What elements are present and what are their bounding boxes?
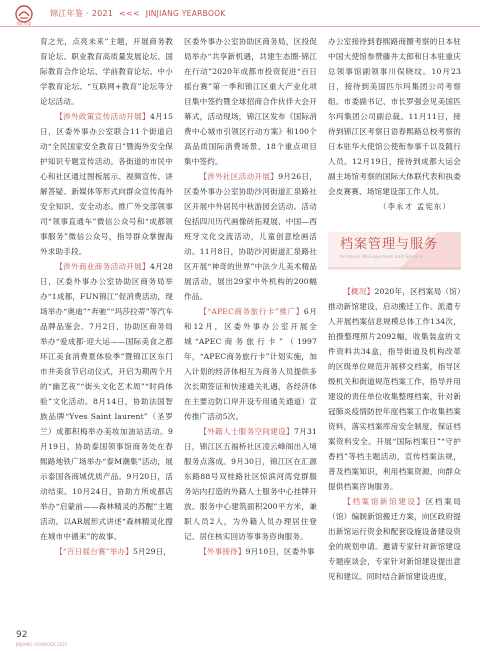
section-heading: 【涉外政策宣传活动开展】 — [55, 112, 150, 121]
header-separator: <<< — [118, 9, 140, 18]
text-column-2 — [184, 34, 317, 559]
paragraph-text: 6月和12月，区委外事办公室开展全城“APEC商务旅行卡”（1997年，“APEC商务旅行卡”计划实施，加入计划的经济体相互为商务人员提供多次长期签证和快速通关礼遇，各经济体在主要边防口岸开设专用通关通道）宣传推广活动5次。 — [184, 307, 317, 421]
paragraph — [328, 34, 461, 199]
paragraph-text: 9月10日，区委外事 — [245, 547, 315, 556]
paragraph-text: 办公室接待到春熙路商圈考察的日本驻中国大使馆参赞藤井太郎和日本驻重庆总领事馆副领事川俣晓纹。10月23日，接待到美国匹尔玛集团公司考察组。市委副书记、市长罗强会见美国匹尔玛集团公司副总裁。11月11日，接待到锦江区考察日语春熙路总校考察的日本驻华大使馆公使衔参事千以及随行人员。12月19日，接待到成都大运会副主场馆考察的国际大体联代表和执委会皮赛赛、场馆建设部工作人员。 — [328, 37, 461, 196]
section-banner — [328, 228, 461, 274]
page-number: 92 — [16, 630, 28, 640]
section-heading: 【“百日摇台赛”举办】 — [55, 547, 133, 556]
paragraph — [40, 544, 173, 559]
paragraph-text: 4月15日，区委外事办公室联合11个街道启动“全民国家安全教育日”暨海外安全保护知识专题宣传活动。各街道的市民中心和社区通过图板展示、视频宣传、讲解答疑、新媒体等形式向群众宣传海外安全知识、安全动态。推广外交部领事司“领事直通车”微信公众号和“成都领事服务”微信公众号，指导群众掌握海外求助手段。 — [40, 112, 173, 256]
section-heading: 【档案馆新馆建设】 — [343, 497, 426, 506]
text-column-3 — [328, 34, 461, 584]
text-column-1 — [40, 34, 173, 559]
section-heading: 【概况】 — [343, 287, 375, 296]
yearbook-subtitle: JINJIANG YEARBOOK — [145, 9, 226, 18]
paragraph — [328, 284, 461, 494]
page-header — [0, 0, 480, 28]
footer-caption: JINJIANG YEARBOOK 2021 — [16, 642, 68, 647]
paragraph — [184, 544, 317, 559]
paragraph — [184, 169, 317, 304]
paragraph — [40, 34, 173, 109]
yearbook-title: 锦江年鉴 · 2021 — [50, 9, 114, 18]
author-signature: （李永才 孟宪东） — [378, 202, 451, 211]
banner-subtitle: Archives Management and Service — [340, 255, 423, 260]
banner-title: 档案管理与服务 — [340, 237, 439, 252]
paragraph — [40, 109, 173, 259]
section-heading: 【外事接待】 — [199, 547, 246, 556]
section-heading: 【“APEC商务旅行卡”推广】 — [199, 307, 304, 316]
paragraph-text: 7月31日，锦江区五福桥社区凌云峰阁出入境服务点落成。9月30日，锦江区在汇源东路88号双桂路社区惊滨河湾党群服务站内打造的外籍人士服务中心挂牌开放。服务中心建筑面积200平方米，兼职人员2人，为外籍人员办理居住登记、居住核实回访等事务咨询服务。 — [184, 427, 317, 541]
paragraph-text: 育之光，点亮未来”主题，开展商务教育论坛、职业教育高质量发展论坛、国际教育合作论坛、学前教育论坛、中小学教育论坛、“互联网+教育”论坛等分论坛活动。 — [40, 37, 173, 106]
paragraph-text: 4月28日，区委外事办公室协助区商务局举办“1成都，FUN锦江”促消费活动，现场举办“奥迪”“奔驰”“玛莎拉蒂”等汽车品牌品鉴会。7月2日，协助区商务局举办“爱成都·迎大运——国际美食之都环江美食消费夏体验季”暨锦江区东门市井美食节启动仪式，开启为期两个月的“幽艺夜”“街头文化艺术周”“时尚体验”文化活动。8月14日，协助法国智族品牌“Yves Saint laurent”（圣罗兰）成都积梅举办美妆加油站活动。9月19日，协助泰国领事馆商务处在春熙路地铁广场举办“泰M潮集”活动，展示泰国各商城优质产品。9月20日，活动结束。10月24日，协助方所成都店举办“启蒙前——森林精灵的苏醒”主题活动。以AR展形式讲述“森林精灵化搜在城市中循来”的故事。 — [40, 262, 173, 541]
paragraph-text: 2020年，区档案局（馆）推动新馆建设，启动搬迁工作。派遣专人开展档案信息规模总体工作134次，拍摄整理照片2092幅，收集装盒的文件资料共34盒，指导街道及机构改革的区级单位规范开展移交档案，指导区级机关和街道规范档案工作，指导并用建设的责任单位收集整理档案，针对新冠肺炎疫情防控年度档案工作收集档案资料，落实档案库房安全制度，保证档案资料安全。开展“国际档案日”“守护香档”等档主题活动，宣传档案法规，普及档案知识，利用档案资源，向群众提供档案咨询服务。 — [328, 287, 461, 491]
paragraph — [184, 34, 317, 169]
running-header — [50, 8, 226, 19]
paragraph — [328, 494, 461, 584]
paragraph-text: 5月29日， — [132, 547, 172, 556]
paragraph — [184, 304, 317, 424]
yearbook-logo-icon — [14, 4, 34, 24]
paragraph-text: 9月26日，区委外事办公室协助沙河街道汇泉路社区开展中外居民中秋游园会活动。活动包括四川历代画像砖拓观展、中国—西班牙文化交流活动，儿童创意绘画活动。11月8日，协助沙河街道汇泉路社区开展“神奇的世界”中法少儿美术精品展活动，展出29家中外机构的200幅作品。 — [184, 172, 317, 301]
logo-caption: 锦江年鉴 — [17, 22, 31, 26]
paragraph-text: 区档案局（馆）编制新馆搬迁方案，向区政府提出新馆运行资金和配套设施设备建设资金的规划申请。邀请专家针对新馆建设专题座谈会，专家针对新馆建设提出意见和建议。同时结合新馆建设进度， — [328, 497, 461, 581]
section-heading: 【涉外商业商务活动开展】 — [55, 262, 150, 271]
section-heading: 【涉外社区活动开展】 — [199, 172, 279, 181]
header-divider — [0, 26, 480, 27]
paragraph — [40, 259, 173, 544]
paragraph — [184, 424, 317, 544]
section-heading: 【外籍人士服务空间建设】 — [199, 427, 294, 436]
paragraph-text: 区委外事办公室协助区商务局，区投促局举办“共享新机遇，共建生态圈·锦江在行动”2020年成都市投资促进“百日摇台赛”第一季和锦江区重大产业化项目集中签约暨全球招商合作伙伴大会开幕式，活动现场，锦江区发布《国际消费中心城市引领区行动方案》和100个高品质国际消费场景、18个重点项目集中签约。 — [184, 37, 317, 166]
